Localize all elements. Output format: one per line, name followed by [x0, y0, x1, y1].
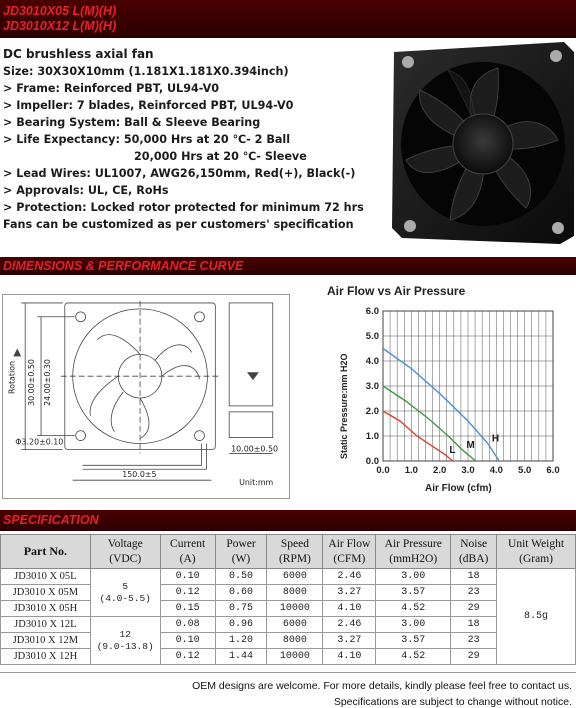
cell-noise: 29 [451, 601, 497, 617]
cell-power: 1.20 [215, 633, 267, 649]
performance-chart [325, 281, 570, 495]
y-tick-label: 4.0 [365, 356, 379, 367]
cell-power: 1.44 [215, 649, 267, 665]
cell-power: 0.60 [215, 585, 267, 601]
fan-product-image [388, 40, 576, 246]
cell-pressure: 3.57 [376, 633, 451, 649]
cell-airflow: 2.46 [323, 617, 376, 633]
cell-current: 0.10 [160, 633, 215, 649]
spec-custom: Fans can be customized as per customers' specification [3, 218, 354, 231]
cell-power: 0.75 [215, 601, 267, 617]
dimension-drawing [2, 294, 290, 499]
model-line-2: JD3010X12 L(M)(H) [3, 19, 117, 33]
cell-airflow: 3.27 [323, 585, 376, 601]
cell-airflow: 4.10 [323, 601, 376, 617]
header-weight: Unit Weight (Gram) [497, 535, 576, 569]
header-airflow: Air Flow (CFM) [323, 535, 376, 569]
y-tick-label: 2.0 [365, 406, 379, 417]
footer-change-note: Specifications are subject to change without notice. [333, 696, 572, 708]
x-tick-label: 2.0 [433, 465, 447, 476]
dim-hole-label: 24.00±0.30 [42, 359, 52, 406]
spec-frame: > Frame: Reinforced PBT, UL94-V0 [3, 82, 220, 95]
cell-part: JD3010 X 05M [1, 585, 91, 601]
spec-header-row [1, 535, 576, 569]
product-description [3, 46, 375, 233]
cell-pressure: 4.52 [376, 601, 451, 617]
dim-hole-dia-label: Φ3.20±0.10 [15, 437, 64, 447]
product-title: DC brushless axial fan [3, 47, 154, 61]
cell-part: JD3010 X 05L [1, 569, 91, 585]
series-label-h: H [491, 433, 500, 445]
x-tick-label: 1.0 [404, 465, 418, 476]
x-tick-label: 3.0 [461, 465, 475, 476]
dim-depth-label: 10.00±0.50 [231, 444, 279, 454]
header-voltage: Voltage (VDC) [90, 535, 160, 569]
cell-airflow: 4.10 [323, 649, 376, 665]
cell-noise: 29 [451, 649, 497, 665]
section-dimensions-banner: DIMENSIONS & PERFORMANCE CURVE [0, 257, 576, 275]
table-row [1, 649, 576, 665]
cell-speed: 10000 [267, 649, 323, 665]
header-part: Part No. [1, 535, 91, 569]
cell-current: 0.12 [160, 649, 215, 665]
header-speed: Speed (RPM) [267, 535, 323, 569]
cell-current: 0.15 [160, 601, 215, 617]
cell-speed: 10000 [267, 601, 323, 617]
spec-size: Size: 30X30X10mm (1.181X1.181X0.394inch) [3, 65, 289, 78]
cell-pressure: 3.57 [376, 585, 451, 601]
chart-title: Air Flow vs Air Pressure [327, 284, 466, 298]
y-tick-label: 6.0 [365, 306, 379, 317]
cell-speed: 6000 [267, 569, 323, 585]
cell-part: JD3010 X 12H [1, 649, 91, 665]
section-spec-banner: SPECIFICATION [0, 510, 576, 531]
cell-airflow: 2.46 [323, 569, 376, 585]
cell-noise: 23 [451, 633, 497, 649]
cell-power: 0.96 [215, 617, 267, 633]
rotation-label: Rotation [7, 360, 17, 395]
cell-noise: 18 [451, 617, 497, 633]
cell-current: 0.08 [160, 617, 215, 633]
spec-life-2: 20,000 Hrs at 20 ℃- Sleeve [134, 150, 307, 163]
cell-current: 0.12 [160, 585, 215, 601]
table-row [1, 585, 576, 601]
table-row [1, 601, 576, 617]
x-tick-label: 4.0 [489, 465, 503, 476]
cell-power: 0.50 [215, 569, 267, 585]
header-current: Current (A) [160, 535, 215, 569]
spec-approvals: > Approvals: UL, CE, RoHs [3, 184, 169, 197]
cell-weight: 8.5g [497, 569, 576, 665]
series-label-m: M [466, 439, 475, 451]
cell-voltage-5: 5 (4.0-5.5) [90, 569, 160, 617]
spec-life-1: > Life Expectancy: 50,000 Hrs at 20 ℃- 2 Ball [3, 133, 291, 146]
cell-current: 0.10 [160, 569, 215, 585]
cell-airflow: 3.27 [323, 633, 376, 649]
y-tick-label: 0.0 [365, 456, 379, 467]
spec-bearing: > Bearing System: Ball & Sleeve Bearing [3, 116, 261, 129]
table-row [1, 633, 576, 649]
cell-speed: 8000 [267, 585, 323, 601]
cell-voltage-12: 12 (9.0-13.8) [90, 617, 160, 665]
cell-noise: 23 [451, 585, 497, 601]
cell-part: JD3010 X 12L [1, 617, 91, 633]
cell-pressure: 4.52 [376, 649, 451, 665]
dim-lead-label: 150.0±5 [122, 470, 157, 480]
model-line-1: JD3010X05 L(M)(H) [3, 4, 117, 18]
footer-oem-note: OEM designs are welcome. For more details, kindly please feel free to contact us. [192, 680, 572, 692]
spec-leads: > Lead Wires: UL1007, AWG26,150mm, Red(+), Black(-) [3, 167, 356, 180]
chart-xlabel: Air Flow (cfm) [425, 483, 492, 494]
chart-ylabel: Static Pressure:mm H2O [339, 353, 349, 459]
spec-protection: > Protection: Locked rotor protected for minimum 72 hrs [3, 201, 364, 214]
cell-part: JD3010 X 05H [1, 601, 91, 617]
table-row [1, 569, 576, 585]
dim-outer-label: 30.00±0.50 [27, 359, 37, 406]
header-noise: Noise (dBA) [451, 535, 497, 569]
header-pressure: Air Pressure (mmH2O) [376, 535, 451, 569]
y-tick-label: 3.0 [365, 381, 379, 392]
x-tick-label: 6.0 [546, 465, 560, 476]
x-tick-label: 5.0 [518, 465, 532, 476]
cell-pressure: 3.00 [376, 617, 451, 633]
series-label-l: L [449, 444, 456, 456]
spec-table [0, 534, 576, 665]
footer-divider [0, 672, 576, 673]
x-tick-label: 0.0 [376, 465, 390, 476]
unit-label: Unit:mm [239, 478, 274, 488]
cell-part: JD3010 X 12M [1, 633, 91, 649]
spec-impeller: > Impeller: 7 blades, Reinforced PBT, UL94-V0 [3, 99, 294, 112]
y-tick-label: 5.0 [365, 331, 379, 342]
y-tick-label: 1.0 [365, 431, 379, 442]
header-power: Power (W) [215, 535, 267, 569]
cell-pressure: 3.00 [376, 569, 451, 585]
cell-speed: 8000 [267, 633, 323, 649]
model-banner [0, 0, 576, 38]
cell-noise: 18 [451, 569, 497, 585]
cell-speed: 6000 [267, 617, 323, 633]
table-row [1, 617, 576, 633]
